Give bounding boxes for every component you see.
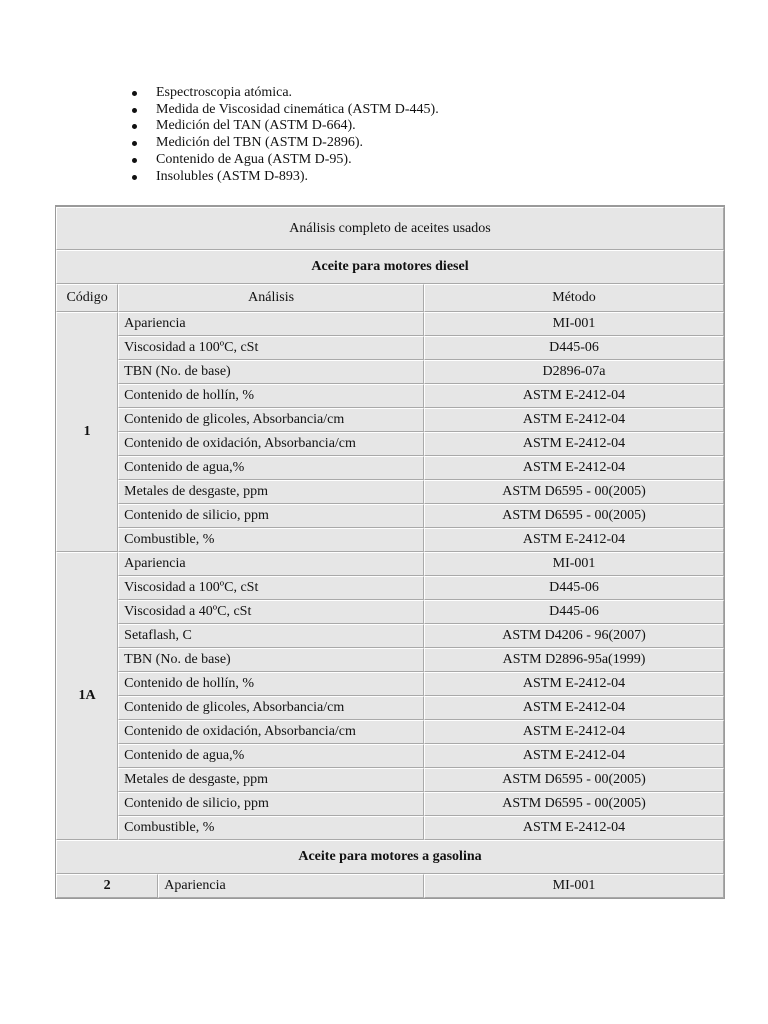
table-row xyxy=(56,874,724,898)
method-cell: ASTM E-2412-04 xyxy=(424,696,724,720)
bullet-item: Medición del TAN (ASTM D-664). xyxy=(130,118,439,135)
method-cell: ASTM E-2412-04 xyxy=(424,816,724,840)
analysis-cell: Viscosidad a 100ºC, cSt xyxy=(118,576,424,600)
table-row xyxy=(56,456,724,480)
table-row xyxy=(56,624,724,648)
row-code-cell: 2 xyxy=(56,874,158,898)
method-cell: ASTM D2896-95a(1999) xyxy=(424,648,724,672)
method-cell: D445-06 xyxy=(424,576,724,600)
table-row xyxy=(56,336,724,360)
column-header-analisis: Análisis xyxy=(118,284,424,312)
oil-analysis-table-frame xyxy=(55,205,725,899)
analysis-cell: TBN (No. de base) xyxy=(118,648,424,672)
bullet-item: Contenido de Agua (ASTM D-95). xyxy=(130,152,439,169)
method-cell: MI-001 xyxy=(424,312,724,336)
analysis-cell: Contenido de hollín, % xyxy=(118,672,424,696)
table-row xyxy=(56,648,724,672)
analysis-cell: Apariencia xyxy=(118,312,424,336)
analysis-cell: TBN (No. de base) xyxy=(118,360,424,384)
oil-analysis-table xyxy=(56,207,724,874)
analysis-cell: Combustible, % xyxy=(118,528,424,552)
table-row xyxy=(56,696,724,720)
table-row xyxy=(56,384,724,408)
bullet-item: Medida de Viscosidad cinemática (ASTM D-445). xyxy=(130,102,439,119)
table-row xyxy=(56,528,724,552)
analysis-cell: Contenido de glicoles, Absorbancia/cm xyxy=(118,408,424,432)
diesel-section-header: Aceite para motores diesel xyxy=(56,250,724,284)
analysis-cell: Metales de desgaste, ppm xyxy=(118,768,424,792)
gasoline-table xyxy=(56,874,724,898)
method-cell: ASTM D6595 - 00(2005) xyxy=(424,792,724,816)
analysis-cell: Setaflash, C xyxy=(118,624,424,648)
method-cell: ASTM D6595 - 00(2005) xyxy=(424,480,724,504)
table-row xyxy=(56,744,724,768)
bullet-item: Medición del TBN (ASTM D-2896). xyxy=(130,135,439,152)
table-row xyxy=(56,312,724,336)
table-row xyxy=(56,768,724,792)
table-row xyxy=(56,432,724,456)
method-cell: ASTM E-2412-04 xyxy=(424,408,724,432)
table-row xyxy=(56,720,724,744)
table-title: Análisis completo de aceites usados xyxy=(56,207,724,250)
row-code-cell: 1 xyxy=(56,312,118,552)
method-cell: ASTM E-2412-04 xyxy=(424,528,724,552)
method-cell: ASTM D4206 - 96(2007) xyxy=(424,624,724,648)
method-cell: ASTM E-2412-04 xyxy=(424,456,724,480)
analysis-cell: Contenido de agua,% xyxy=(118,456,424,480)
method-cell: ASTM E-2412-04 xyxy=(424,432,724,456)
column-header-metodo: Método xyxy=(424,284,724,312)
analysis-cell: Contenido de agua,% xyxy=(118,744,424,768)
method-cell: ASTM D6595 - 00(2005) xyxy=(424,768,724,792)
table-row xyxy=(56,576,724,600)
table-row xyxy=(56,408,724,432)
analysis-cell: Contenido de oxidación, Absorbancia/cm xyxy=(118,720,424,744)
analysis-cell: Combustible, % xyxy=(118,816,424,840)
table-row xyxy=(56,480,724,504)
analysis-cell: Contenido de silicio, ppm xyxy=(118,504,424,528)
analysis-cell: Contenido de oxidación, Absorbancia/cm xyxy=(118,432,424,456)
analysis-cell: Contenido de hollín, % xyxy=(118,384,424,408)
method-cell: ASTM E-2412-04 xyxy=(424,744,724,768)
table-row xyxy=(56,816,724,840)
analysis-cell: Metales de desgaste, ppm xyxy=(118,480,424,504)
gasoline-section-header: Aceite para motores a gasolina xyxy=(56,840,724,874)
column-header-codigo: Código xyxy=(56,284,118,312)
analysis-cell: Contenido de glicoles, Absorbancia/cm xyxy=(118,696,424,720)
method-cell: D445-06 xyxy=(424,336,724,360)
bullet-item: Insolubles (ASTM D-893). xyxy=(130,169,439,186)
analysis-cell: Viscosidad a 40ºC, cSt xyxy=(118,600,424,624)
table-row xyxy=(56,672,724,696)
analysis-cell: Viscosidad a 100ºC, cSt xyxy=(118,336,424,360)
method-cell: ASTM D6595 - 00(2005) xyxy=(424,504,724,528)
method-cell: ASTM E-2412-04 xyxy=(424,384,724,408)
bullet-item: Espectroscopia atómica. xyxy=(130,85,439,102)
analysis-cell: Contenido de silicio, ppm xyxy=(118,792,424,816)
analysis-cell: Apariencia xyxy=(118,552,424,576)
table-row xyxy=(56,792,724,816)
method-cell: ASTM E-2412-04 xyxy=(424,720,724,744)
analysis-bullet-list xyxy=(130,85,439,185)
row-code-cell: 1A xyxy=(56,552,118,840)
method-cell: D445-06 xyxy=(424,600,724,624)
table-row xyxy=(56,600,724,624)
table-row xyxy=(56,504,724,528)
table-row xyxy=(56,552,724,576)
method-cell: MI-001 xyxy=(424,874,724,898)
table-row xyxy=(56,360,724,384)
method-cell: D2896-07a xyxy=(424,360,724,384)
method-cell: ASTM E-2412-04 xyxy=(424,672,724,696)
analysis-cell: Apariencia xyxy=(158,874,424,898)
method-cell: MI-001 xyxy=(424,552,724,576)
